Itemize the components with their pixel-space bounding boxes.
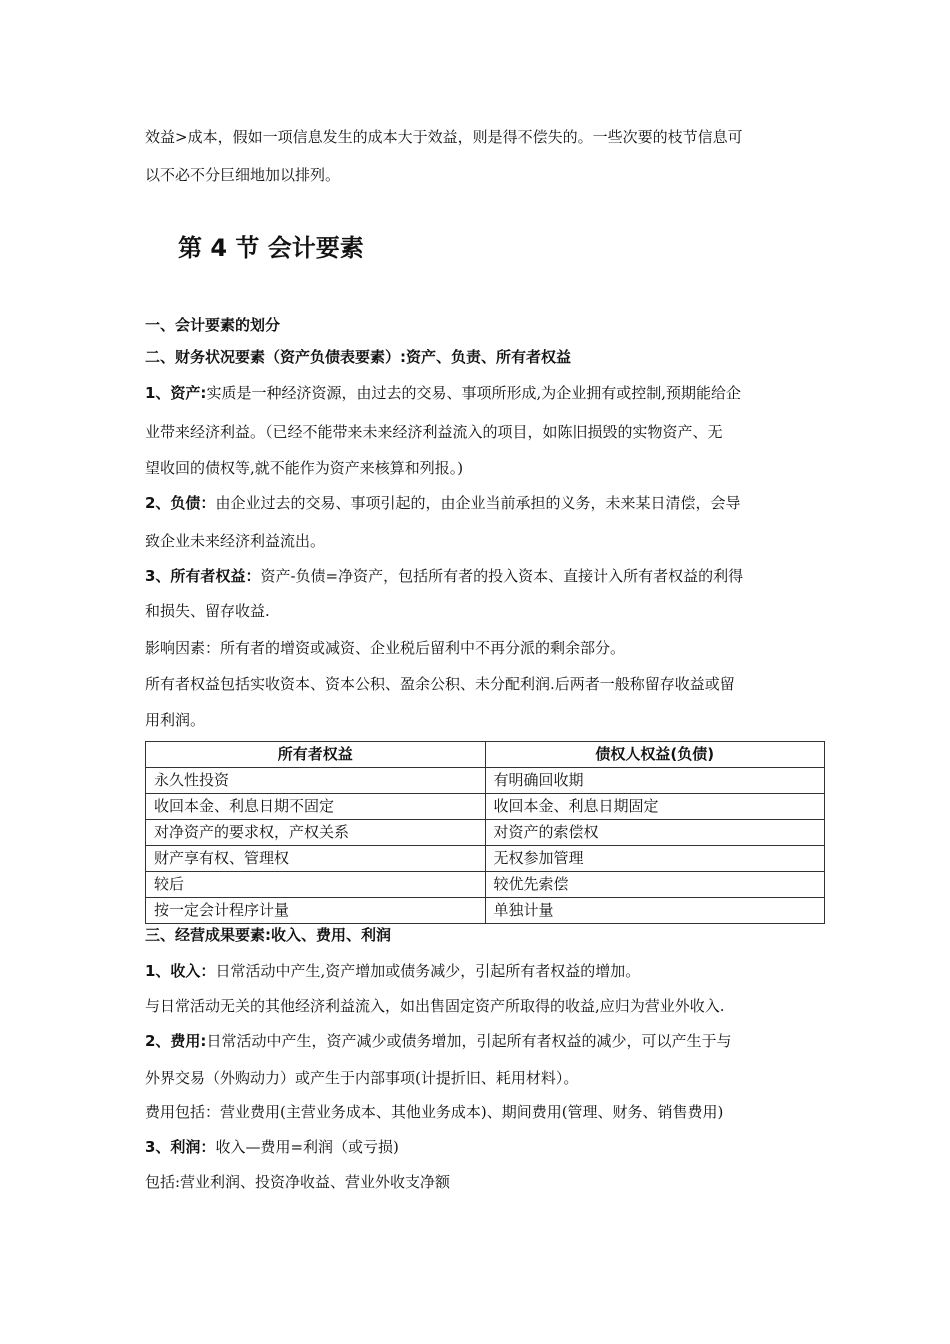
table-cell: 单独计量 bbox=[485, 898, 824, 924]
profit-line-2: 包括:营业利润、投资净收益、营业外收支净额 bbox=[145, 1173, 451, 1191]
table-header-row bbox=[146, 742, 825, 768]
profit-text-1: 收入—费用=利润（或亏损) bbox=[215, 1138, 399, 1156]
table-row bbox=[146, 898, 825, 924]
equity-composition-2: 用利润。 bbox=[145, 711, 206, 729]
liabilities-line-1 bbox=[145, 493, 740, 513]
profit-line-1 bbox=[145, 1137, 399, 1157]
table-cell: 对资产的索偿权 bbox=[485, 820, 824, 846]
table-header-cell: 所有者权益 bbox=[146, 742, 486, 768]
revenue-line-2: 与日常活动无关的其他经济利益流入，如出售固定资产所取得的收益,应归为营业外收入. bbox=[145, 997, 725, 1015]
equity-factors: 影响因素：所有者的增资或减资、企业税后留利中不再分派的剩余部分。 bbox=[145, 639, 626, 657]
table-cell: 收回本金、利息日期不固定 bbox=[146, 794, 486, 820]
table-header-cell: 债权人权益(负债) bbox=[485, 742, 824, 768]
revenue-label: 1、收入： bbox=[145, 962, 216, 980]
liabilities-text-1: 由企业过去的交易、事项引起的，由企业当前承担的义务，未来某日清偿，会导 bbox=[215, 494, 741, 512]
assets-text-1: 实质是一种经济资源，由过去的交易、事项所形成,为企业拥有或控制,预期能给企 bbox=[206, 384, 741, 402]
table-row bbox=[146, 872, 825, 898]
expenses-label: 2、费用: bbox=[145, 1032, 207, 1050]
equity-text-1: 资产-负债=净资产，包括所有者的投入资本、直接计入所有者权益的利得 bbox=[260, 567, 744, 585]
assets-line-3: 望收回的债权等,就不能作为资产来核算和列报。) bbox=[145, 459, 464, 477]
table-row bbox=[146, 794, 825, 820]
intro-line-1: 效益>成本，假如一项信息发生的成本大于效益，则是得不偿失的。一些次要的枝节信息可 bbox=[145, 128, 743, 146]
table-row bbox=[146, 820, 825, 846]
table-cell: 无权参加管理 bbox=[485, 846, 824, 872]
expenses-text-1: 日常活动中产生，资产减少或债务增加，引起所有者权益的减少，可以产生于与 bbox=[206, 1032, 732, 1050]
revenue-text-1: 日常活动中产生,资产增加或债务减少，引起所有者权益的增加。 bbox=[215, 962, 641, 980]
equity-line-1 bbox=[145, 566, 743, 586]
profit-label: 3、利润： bbox=[145, 1138, 216, 1156]
liabilities-line-2: 致企业未来经济利益流出。 bbox=[145, 532, 326, 550]
equity-composition-1: 所有者权益包括实收资本、资本公积、盈余公积、未分配利润.后两者一般称留存收益或留 bbox=[145, 675, 735, 693]
expenses-line-3: 费用包括：营业费用(主营业务成本、其他业务成本)、期间费用(管理、财务、销售费用) bbox=[145, 1103, 724, 1121]
liabilities-label: 2、负债： bbox=[145, 494, 216, 512]
part1-title: 一、会计要素的划分 bbox=[145, 316, 281, 334]
equity-vs-liabilities-table bbox=[145, 741, 825, 924]
expenses-line-1 bbox=[145, 1031, 731, 1051]
table-row bbox=[146, 846, 825, 872]
table-cell: 较优先索偿 bbox=[485, 872, 824, 898]
equity-label: 3、所有者权益： bbox=[145, 567, 261, 585]
table-cell: 按一定会计程序计量 bbox=[146, 898, 486, 924]
table-cell: 收回本金、利息日期固定 bbox=[485, 794, 824, 820]
table-row bbox=[146, 768, 825, 794]
table-cell: 财产享有权、管理权 bbox=[146, 846, 486, 872]
revenue-line-1 bbox=[145, 961, 640, 981]
assets-label: 1、资产: bbox=[145, 384, 207, 402]
assets-line-1 bbox=[145, 383, 741, 403]
section-title: 第 4 节 会计要素 bbox=[178, 234, 364, 262]
equity-line-2: 和损失、留存收益. bbox=[145, 602, 270, 620]
intro-line-2: 以不必不分巨细地加以排列。 bbox=[145, 166, 341, 184]
table-cell: 对净资产的要求权，产权关系 bbox=[146, 820, 486, 846]
table-cell: 有明确回收期 bbox=[485, 768, 824, 794]
expenses-line-2: 外界交易（外购动力）或产生于内部事项(计提折旧、耗用材料）。 bbox=[145, 1069, 579, 1087]
table-cell: 永久性投资 bbox=[146, 768, 486, 794]
table-cell: 较后 bbox=[146, 872, 486, 898]
assets-line-2: 业带来经济利益。（已经不能带来未来经济利益流入的项目，如陈旧损毁的实物资产、无 bbox=[145, 423, 723, 441]
part3-title: 三、经营成果要素:收入、费用、利润 bbox=[145, 926, 392, 944]
part2-title: 二、财务状况要素（资产负债表要素）:资产、负责、所有者权益 bbox=[145, 348, 572, 366]
